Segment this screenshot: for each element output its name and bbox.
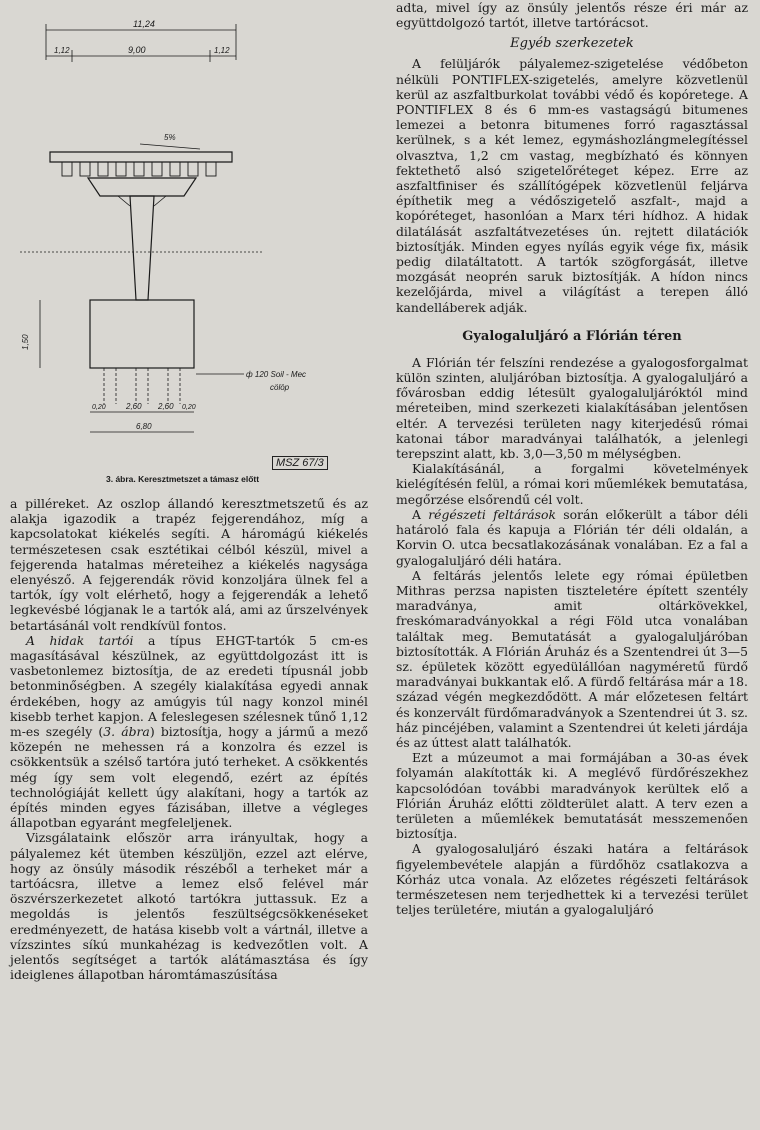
dim-base-a: 2,60 [126,402,142,411]
figure-caption: 3. ábra. Keresztmetszet a támasz előtt [106,474,260,484]
paragraph: A gyalogosaluljáró északi határa a feltárások figyelembevétele alapján a fürdőhöz csatlakozva a Kórház utca vonala. Az előzetes régészeti feltárások természetesen nem terjedhettek ki a tervezési terület teljes területére, miután a gyalogaluljáró [396,841,748,918]
right-column [392,0,752,917]
cross-section-drawing [0,0,372,470]
pile-label: ф 120 Soil - Mec [246,370,307,379]
pile-label-2: cölöp [270,383,290,392]
dim-right: 1,12 [214,46,230,55]
dim-height: 1,50 [21,334,30,350]
section-heading: Egyéb szerkezetek [510,36,634,52]
paragraph: A régészeti feltárások során előkerült a tábor déli határoló fala és kapuja a Flórián tér déli oldalán, a Korvin O. utca becsatlakozásának vonalában. Ez a fal a gyalogaluljáró déli határa. [396,506,748,568]
paragraph: Vizsgálataink először arra irányultak, hogy a pályalemez két ütemben készüljön, ezzel azt elérve, hogy az önsúly második részéből a terheket már a tartóácsra, illetve a lemez első felével már öszvérszerkezetet alkotó tartókra juttassuk. Ez a megoldás is jelentős feszültségcsökkenéseket eredményezett, de hatása kisebb volt a vártnál, illetve a vízszintes síkú munkahézag is kedvezőtlen volt. A jelentős segítséget a tartók alátámasztása és így ideiglenes állapotban háromtámaszúsítása [10,830,368,983]
paragraph: adta, mivel így az önsúly jelentős része éri már az együttdolgozó tartót, illetve tartórácsot. [396,0,748,31]
paragraph: a pilléreket. Az oszlop állandó keresztmetszetű és az alakja igazodik a trapéz fejgerendához, míg a kapcsolatokat kiékelés segíti. A háromágú kiékelés természetesen csak esztétikai célból készül, mivel a fejgerenda hatalmas méreteihez a kiékelés nagysága elenyésző. A fejgerendák rövid konzoljára ülnek fel a tartók, így volt elérhető, hogy a fejgerendák a lehető legkevésbé lógjanak le a tartók alá, ami az űrszelvények betartásánál volt rendkívül fontos. [10,496,368,633]
section-heading: Gyalogaluljáró a Flórián téren [462,328,682,344]
cross-section-figure [0,0,372,496]
paragraph: A felüljárók pályalemez-szigetelése védőbeton nélküli PONTIFLEX-szigetelés, amelyre közvetlenül kerül az aszfaltburkolat további védő és kopóretege. A PONTIFLEX 8 és 6 mm-es vastagságú bitumenes lemezei a betonra bitumenes forró ragasztással kerülnek, s a két lemez, egymáshozlángmelegítéssel olvasztva, 1,2 cm vastag, megbízható és könnyen fektethető alsó szigetelőréteget képez. Erre az aszfaltfiniser és szállítógépek közvetlenül feljárva építhetik meg a védőszigetelő aszfalt-, majd a kopóréteget, hasonlóan a Marx téri hídhoz. A hidak dilatálását aszfaltátvezetéses ún. rejtett dilatációk biztosítják. Minden egyes nyílás egyik vége fix, másik pedig dilatáltatott. A tartók szögforgását, illetve mozgását neoprén saruk biztosítják. A hídon nincs kezelőjárda, mivel a világítást a terepen álló kandelláberek adják. [396,56,748,315]
paragraph: A Flórián tér felszíni rendezése a gyalogosforgalmat külön szinten, aluljáróban biztosítja. A gyalogaluljáró a fővárosban eddig létesült gyalogaluljáróktól mind méreteiben, mind szerkezeti kialakításában jelentősen eltér. A tervezési területen nagy kiterjedésű római katonai tábor maradványai találhatók, a jelenlegi terepszint alatt, kb. 3,0—3,50 m mélységben. [396,354,748,462]
paragraph: A feltárás jelentős lelete egy római épületben Mithras perzsa napisten tiszteletére épített szentély maradványa, amit oltárkövekkel, freskómaradványokkal a régi Föld utca vonalában találtak meg. Bemutatását a gyalogaluljáróban biztosították. A Flórián Áruház és a Szentendrei út 3—5 sz. épületek között egyedülállóan nagyméretű fürdő maradványai bukkantak elő. A fürdő feltárása már a 18. század végén megkezdődött. A már előzetesen feltárt és konzervált fürdőmaradványok a Szentendrei út 3. sz. ház pincéjében, valamint a Szentendrei út keleti járdája és az úttest alatt találhatók. [396,567,748,750]
paragraph: Kialakításánál, a forgalmi követelmények kielégítésén felül, a római kori műemlékek bemutatása, megőrzése elsőrendű cél volt. [396,461,748,507]
dim-base-total: 6,80 [136,422,152,431]
dim-total-width: 11,24 [133,19,155,29]
slope-label: 5% [164,133,176,142]
dim-middle: 9,00 [128,45,146,55]
dim-base-b: 2,60 [158,402,174,411]
paragraph: Ezt a múzeumot a mai formájában a 30-as évek folyamán alakították ki. A meglévő fürdőrészekhez kapcsolódóan további maradványok kerültek elő a Flórián Áruház előtti zöldterület alatt. A terv ezen a területen a műemlékek bemutatását messzemenően biztosítja. [396,750,748,842]
dim-base-edge-left: 0,20 [92,404,106,411]
dim-left: 1,12 [54,46,70,55]
paragraph: A hidak tartói a típus EHGT-tartók 5 cm-es magasításával készülnek, az együttdolgozást itt is vasbetonlemez biztosítja, de az eredeti típusnál jobb betonminőségben. A szegély kialakítása egyedi annak érdekében, hogy az amúgyis túl nagy konzol minél kisebb terhet kapjon. A feleslegesen szélesnek tűnő 1,12 m-es szegély (3. ábra) biztosítja, hogy a jármű a mező közepén ne mehessen rá a konzolra és ezzel is csökkentsük a szélső tartóra jutó terheket. A csökkentés még így sem volt elegendő, ezért az építés technológiáját kellett úgy alakítani, hogy a tartók az építés minden egyes fázisában, illetve a végleges állapotban egyaránt megfeleljenek. [10,632,368,831]
dim-base-edge-right: 0,20 [182,404,196,411]
left-column [0,0,372,983]
left-text [0,496,372,983]
figure-stamp: MSZ 67/3 [272,456,328,470]
